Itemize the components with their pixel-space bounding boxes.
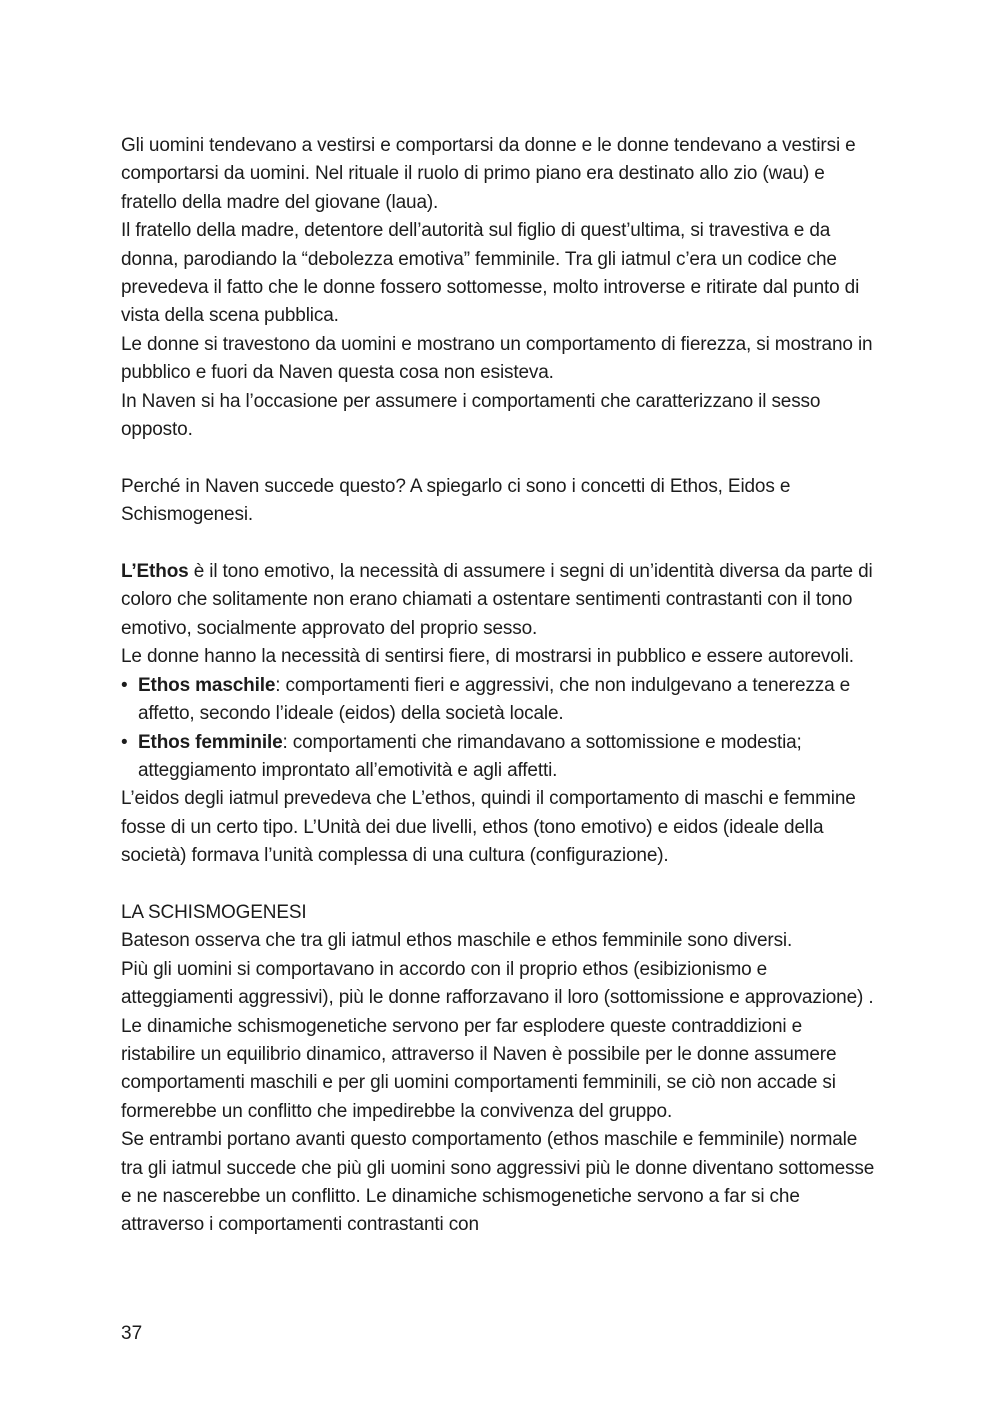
ethos-definition-text: è il tono emotivo, la necessità di assumere i segni di un’identità diversa da parte di coloro che solitamente non erano chiamati a ostentare sentimenti contrastanti con il tono emotivo, socialmente approvato del proprio sesso. (121, 561, 873, 639)
paragraph-10: Più gli uomini si comportavano in accordo con il proprio ethos (esibizionismo e atteggiamenti aggressivi), più le donne rafforzavano il loro (sottomissione e approvazione) . (121, 958, 874, 1009)
ethos-definition (121, 558, 881, 643)
ethos-term: L’Ethos (121, 561, 189, 583)
paragraph-2: Il fratello della madre, detentore dell’autorità sul figlio di quest’ultima, si travestiva e da donna, parodiando la “debolezza emotiva” femminile. Tra gli iatmul c’era un codice che prevedeva il fatto che le donne fossero sottomesse, molto introverse e ritirate dal punto di vista della scena pubblica. (121, 220, 860, 327)
paragraph-spacer (121, 871, 881, 899)
bullet-item-ethos-femminile (121, 729, 881, 786)
paragraph-11: Le dinamiche schismogenetiche servono per far esplodere queste contraddizioni e ristabilire un equilibrio dinamico, attraverso il Naven è possibile per le donne assumere comportamenti maschili e per gli uomini comportamenti femminili, se ciò non accade si formerebbe un conflitto che impedirebbe la convivenza del gruppo. (121, 1015, 837, 1122)
paragraph-spacer (121, 530, 881, 558)
bullet-text: : comportamenti che rimandavano a sottomissione e modestia; atteggiamento improntato all’emotività e agli affetti. (138, 731, 802, 781)
page-body (121, 132, 881, 1240)
bullet-text: : comportamenti fieri e aggressivi, che non indulgevano a tenerezza e affetto, secondo l’ideale (eidos) della società locale. (138, 674, 851, 725)
bullet-marker: • (121, 674, 128, 696)
bullet-marker: • (121, 731, 128, 753)
bullet-term: Ethos maschile (138, 674, 276, 696)
paragraph-spacer (121, 444, 881, 472)
paragraph-1: Gli uomini tendevano a vestirsi e comportarsi da donne e le donne tendevano a vestirsi e comportarsi da uomini. Nel rituale il ruolo di primo piano era destinato allo zio (wau) e fratello della madre del giovane (laua). (121, 135, 856, 213)
paragraph-7: Le donne hanno la necessità di sentirsi fiere, di mostrarsi in pubblico e essere autorevoli. (121, 646, 854, 668)
section-heading: LA SCHISMOGENESI (121, 901, 307, 923)
bullet-term: Ethos femminile (138, 731, 283, 753)
paragraph-5: Perché in Naven succede questo? A spiegarlo ci sono i concetti di Ethos, Eidos e Schismogenesi. (121, 475, 791, 526)
paragraph-9: Bateson osserva che tra gli iatmul ethos maschile e ethos femminile sono diversi. (121, 930, 793, 952)
paragraph-12: Se entrambi portano avanti questo comportamento (ethos maschile e femminile) normale tra gli iatmul succede che più gli uomini sono aggressivi più le donne diventano sottomesse e ne nascerebbe un conflitto. Le dinamiche schismogenetiche servono a far si che attraverso i comportamenti contrastanti con (121, 1129, 875, 1236)
ethos-bullet-list (121, 672, 881, 786)
bullet-item-ethos-maschile (121, 672, 881, 729)
page-number: 37 (121, 1323, 143, 1344)
paragraph-4: In Naven si ha l’occasione per assumere i comportamenti che caratterizzano il sesso opposto. (121, 390, 821, 441)
paragraph-8: L’eidos degli iatmul prevedeva che L’ethos, quindi il comportamento di maschi e femmine fosse di un certo tipo. L’Unità dei due livelli, ethos (tono emotivo) e eidos (ideale della società) formava l’unità complessa di una cultura (configurazione). (121, 788, 856, 867)
paragraph-3: Le donne si travestono da uomini e mostrano un comportamento di fierezza, si mostrano in pubblico e fuori da Naven questa cosa non esisteva. (121, 333, 873, 384)
